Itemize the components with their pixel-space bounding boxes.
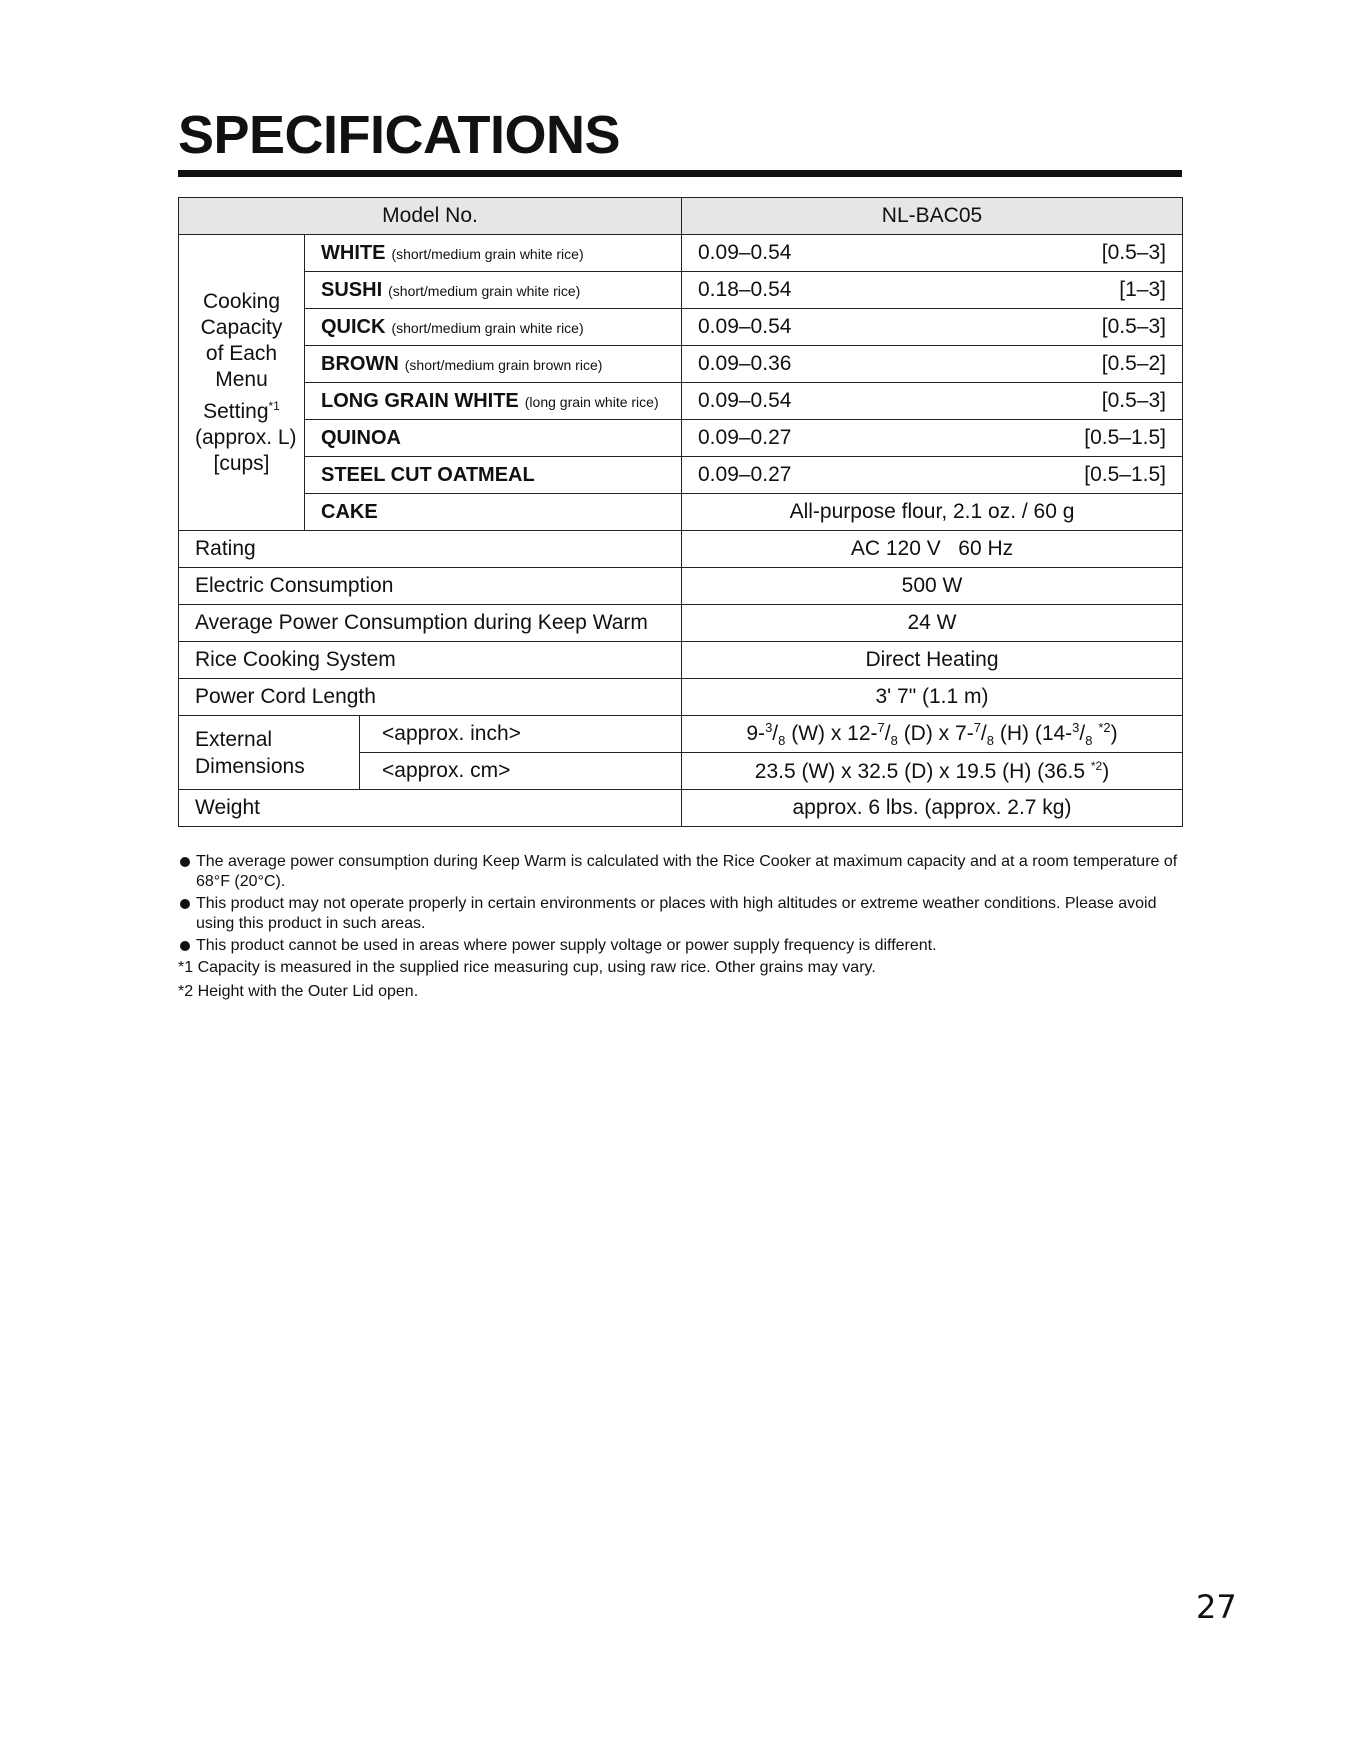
- consumption-label: Electric Consumption: [179, 568, 682, 605]
- note-item: This product may not operate properly in certain environments or places with high altitudes or extreme weather conditions. Please avoid using this product in such areas.: [178, 894, 1188, 934]
- weight-row: [179, 790, 1183, 827]
- capacity-cups: [0.5–3]: [1101, 389, 1166, 412]
- menu-brown: BROWN (short/medium grain brown rice): [305, 346, 682, 383]
- capacity-row: [179, 457, 1183, 494]
- page-number: 27: [1196, 1588, 1237, 1626]
- cord-value: 3' 7" (1.1 m): [682, 679, 1183, 716]
- capacity-cups: [1–3]: [1119, 278, 1166, 301]
- consumption-value: 500 W: [682, 568, 1183, 605]
- dimensions-label: External Dimensions: [179, 716, 360, 790]
- system-value: Direct Heating: [682, 642, 1183, 679]
- cake-value: All-purpose flour, 2.1 oz. / 60 g: [682, 494, 1183, 531]
- note-item: This product cannot be used in areas where power supply voltage or power supply frequency is different.: [178, 936, 1188, 956]
- capacity-liters: 0.09–0.54: [698, 241, 792, 264]
- capacity-liters: 0.18–0.54: [698, 278, 792, 301]
- page-title: SPECIFICATIONS: [178, 105, 621, 165]
- dimensions-row: [179, 716, 1183, 753]
- capacity-cups: [0.5–3]: [1101, 315, 1166, 338]
- weight-label: Weight: [179, 790, 682, 827]
- menu-sushi: SUSHI (short/medium grain white rice): [305, 272, 682, 309]
- system-row: [179, 642, 1183, 679]
- capacity-cups: [0.5–1.5]: [1084, 463, 1166, 486]
- system-label: Rice Cooking System: [179, 642, 682, 679]
- consumption-row: [179, 568, 1183, 605]
- model-label: Model No.: [179, 198, 682, 235]
- footnote: *2 Height with the Outer Lid open.: [178, 983, 419, 1000]
- dimensions-inch-value: $9-^3/_8$ (W) x $12-^7/_8$ (D) x $7-^7/_8$ (H) ($14-^3/_8$ $^{*2}$): [682, 716, 1183, 753]
- capacity-row: [179, 235, 1183, 272]
- capacity-row: [179, 383, 1183, 420]
- cord-row: [179, 679, 1183, 716]
- capacity-label: Cooking Capacity of Each Menu Setting$^{*1}$ (approx. L) [cups]: [179, 235, 305, 531]
- note-item: The average power consumption during Keep Warm is calculated with the Rice Cooker at maximum capacity and at a room temperature of 68°F (20°C).: [178, 852, 1188, 892]
- bullet-icon: [180, 857, 190, 867]
- menu-quick: QUICK (short/medium grain white rice): [305, 309, 682, 346]
- model-value: NL-BAC05: [682, 198, 1183, 235]
- menu-white: WHITE (short/medium grain white rice): [305, 235, 682, 272]
- capacity-cups: [0.5–3]: [1101, 241, 1166, 264]
- dimensions-cm-value: 23.5 (W) x 32.5 (D) x 19.5 (H) (36.5 $^{*2}$): [682, 753, 1183, 790]
- table-header-row: [179, 198, 1183, 235]
- weight-value: approx. 6 lbs. (approx. 2.7 kg): [682, 790, 1183, 827]
- capacity-row: [179, 420, 1183, 457]
- capacity-cups: [0.5–2]: [1101, 352, 1166, 375]
- keep-warm-label: Average Power Consumption during Keep Warm: [179, 605, 682, 642]
- notes-section: [178, 852, 1188, 1006]
- keep-warm-row: [179, 605, 1183, 642]
- capacity-row: [179, 309, 1183, 346]
- capacity-row: [179, 272, 1183, 309]
- keep-warm-value: 24 W: [682, 605, 1183, 642]
- rating-value: AC 120 V 60 Hz: [682, 531, 1183, 568]
- capacity-row: [179, 494, 1183, 531]
- dimensions-inch-label: <approx. inch>: [360, 716, 682, 753]
- dimensions-cm-label: <approx. cm>: [360, 753, 682, 790]
- rating-label: Rating: [179, 531, 682, 568]
- capacity-liters: 0.09–0.36: [698, 352, 792, 375]
- menu-cake: CAKE: [305, 494, 682, 531]
- specifications-table: [178, 197, 1183, 827]
- capacity-liters: 0.09–0.27: [698, 463, 792, 486]
- capacity-row: [179, 346, 1183, 383]
- capacity-cups: [0.5–1.5]: [1084, 426, 1166, 449]
- menu-steel-cut-oatmeal: STEEL CUT OATMEAL: [305, 457, 682, 494]
- rating-row: [179, 531, 1183, 568]
- title-rule: [178, 170, 1182, 177]
- bullet-icon: [180, 899, 190, 909]
- footnote: *1 Capacity is measured in the supplied rice measuring cup, using raw rice. Other grains may vary.: [178, 959, 876, 976]
- capacity-liters: 0.09–0.54: [698, 315, 792, 338]
- menu-quinoa: QUINOA: [305, 420, 682, 457]
- capacity-liters: 0.09–0.27: [698, 426, 792, 449]
- capacity-liters: 0.09–0.54: [698, 389, 792, 412]
- menu-long-grain-white: LONG GRAIN WHITE (long grain white rice): [305, 383, 682, 420]
- cord-label: Power Cord Length: [179, 679, 682, 716]
- bullet-icon: [180, 941, 190, 951]
